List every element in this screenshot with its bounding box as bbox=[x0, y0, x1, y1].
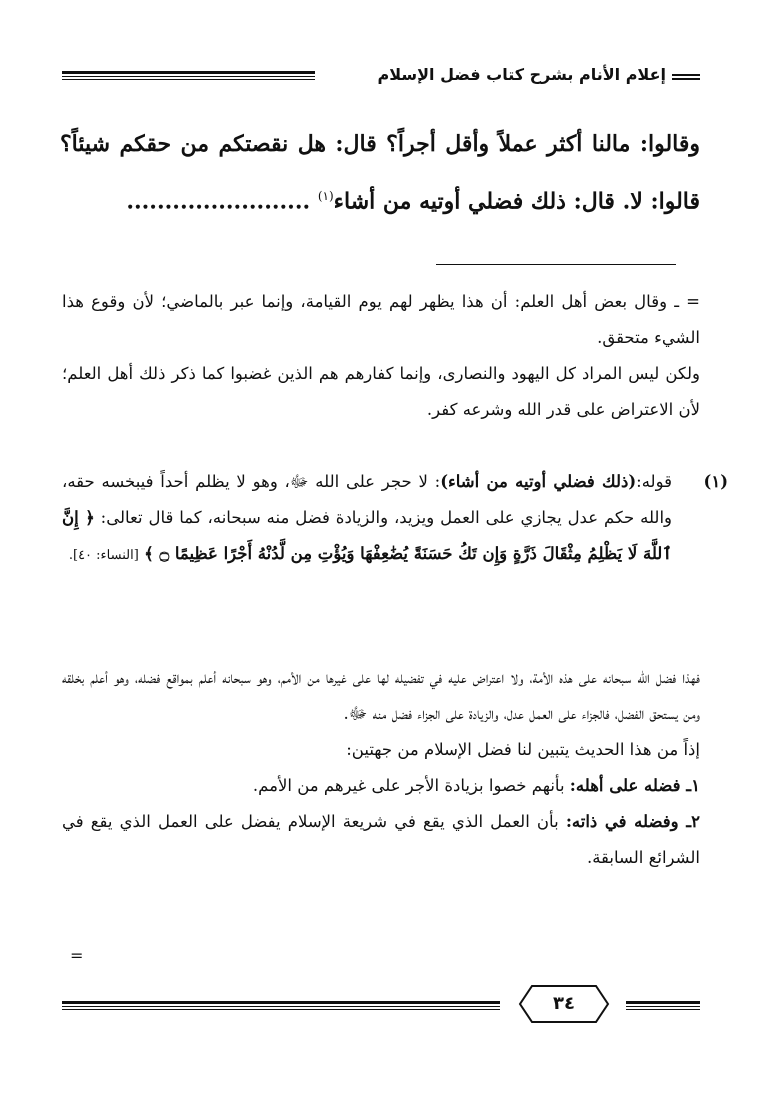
footnote-marker: (١) bbox=[317, 189, 334, 203]
header-rule bbox=[62, 71, 315, 82]
footnote-1 bbox=[62, 464, 728, 574]
page-footer bbox=[62, 984, 700, 1036]
paragraph-2: ولكن ليس المراد كل اليهود والنصارى، وإنما كفارهم هم الذين غضبوا كما ذكر ذلك أهل العلم؛ لأن الاعتراض على قدر الله وشرعه كفر. bbox=[62, 364, 700, 419]
continuation-mark: = bbox=[70, 946, 84, 965]
book-title: إعلام الأنام بشرح كتاب فضل الإسلام bbox=[377, 65, 666, 84]
footnote-continuation bbox=[62, 284, 700, 428]
paragraph-4: إذاً من هذا الحديث يتبين لنا فضل الإسلام من جهتين: bbox=[346, 740, 700, 759]
list-item-1 bbox=[62, 768, 700, 804]
list-item-2 bbox=[62, 804, 700, 876]
verse-reference: [النساء: ٤٠]. bbox=[68, 548, 139, 563]
footnote-separator bbox=[436, 264, 676, 265]
list-item-1-label: ١ـ فضله على أهله: bbox=[569, 776, 700, 795]
header-ornament-right bbox=[672, 74, 700, 82]
footer-rule-right bbox=[626, 1001, 700, 1012]
footnote-body: : لا حجر على الله ﷻ، وهو لا يظلم أحداً فيبخسه حقه، والله حكم عدل يجازي على العمل ويزيد، والزيادة فضل منه سبحانه، كما قال تعالى: bbox=[62, 472, 673, 527]
paragraph-3: فهذا فضل الله سبحانه على هذه الأمة، ولا اعتراض عليه في تفضيله لها على غيرها من الأمم، وهو سبحانه أعلم بمواقع فضله، وهو أعلم بخلقه ومن يستحق الفضل، فالجزاء على العمل عدل، والزيادة على الجزاء فضل منه ﷻ. bbox=[62, 668, 700, 723]
quran-verse: ﴿ إِنَّ ٱللَّهَ لَا يَظْلِمُ مِثْقَالَ ذَرَّةٍ وَإِن تَكُ حَسَنَةً يُضَٰعِفْهَا وَيُؤْتِ مِن لَّدُنْهُ أَجْرًا عَظِيمًا ۝ ﴾ bbox=[62, 508, 672, 563]
analysis-section bbox=[62, 660, 700, 876]
footnote-lead: قوله: bbox=[636, 472, 672, 491]
footer-rule-left bbox=[62, 1001, 500, 1012]
list-item-2-label: ٢ـ وفضله في ذاته: bbox=[565, 812, 700, 831]
footnote-quote: (ذلك فضلي أوتيه من أشاء) bbox=[440, 472, 637, 491]
paragraph-1: = ـ وقال بعض أهل العلم: أن هذا يظهر لهم يوم القيامة، وإنما عبر بالماضي؛ لأن وقوع هذا الشيء متحقق. bbox=[62, 292, 700, 347]
page-number-badge bbox=[518, 984, 610, 1024]
page-number: ٣٤ bbox=[553, 993, 575, 1014]
footnote-number: (١) bbox=[703, 472, 728, 491]
running-header bbox=[62, 64, 700, 90]
hadith-dots: ........................ bbox=[126, 188, 311, 215]
list-item-2-text: بأن العمل الذي يقع في شريعة الإسلام يفضل على العمل الذي يقع في الشرائع السابقة. bbox=[62, 812, 700, 867]
list-item-1-text: بأنهم خصوا بزيادة الأجر على غيرهم من الأمم. bbox=[252, 776, 565, 795]
hadith-text bbox=[60, 118, 700, 227]
hadith-body: وقالوا: مالنا أكثر عملاً وأقل أجراً؟ قال: هل نقصتكم من حقكم شيئاً؟ قالوا: لا. قال: ذلك فضلي أوتيه من أشاء bbox=[60, 131, 700, 215]
